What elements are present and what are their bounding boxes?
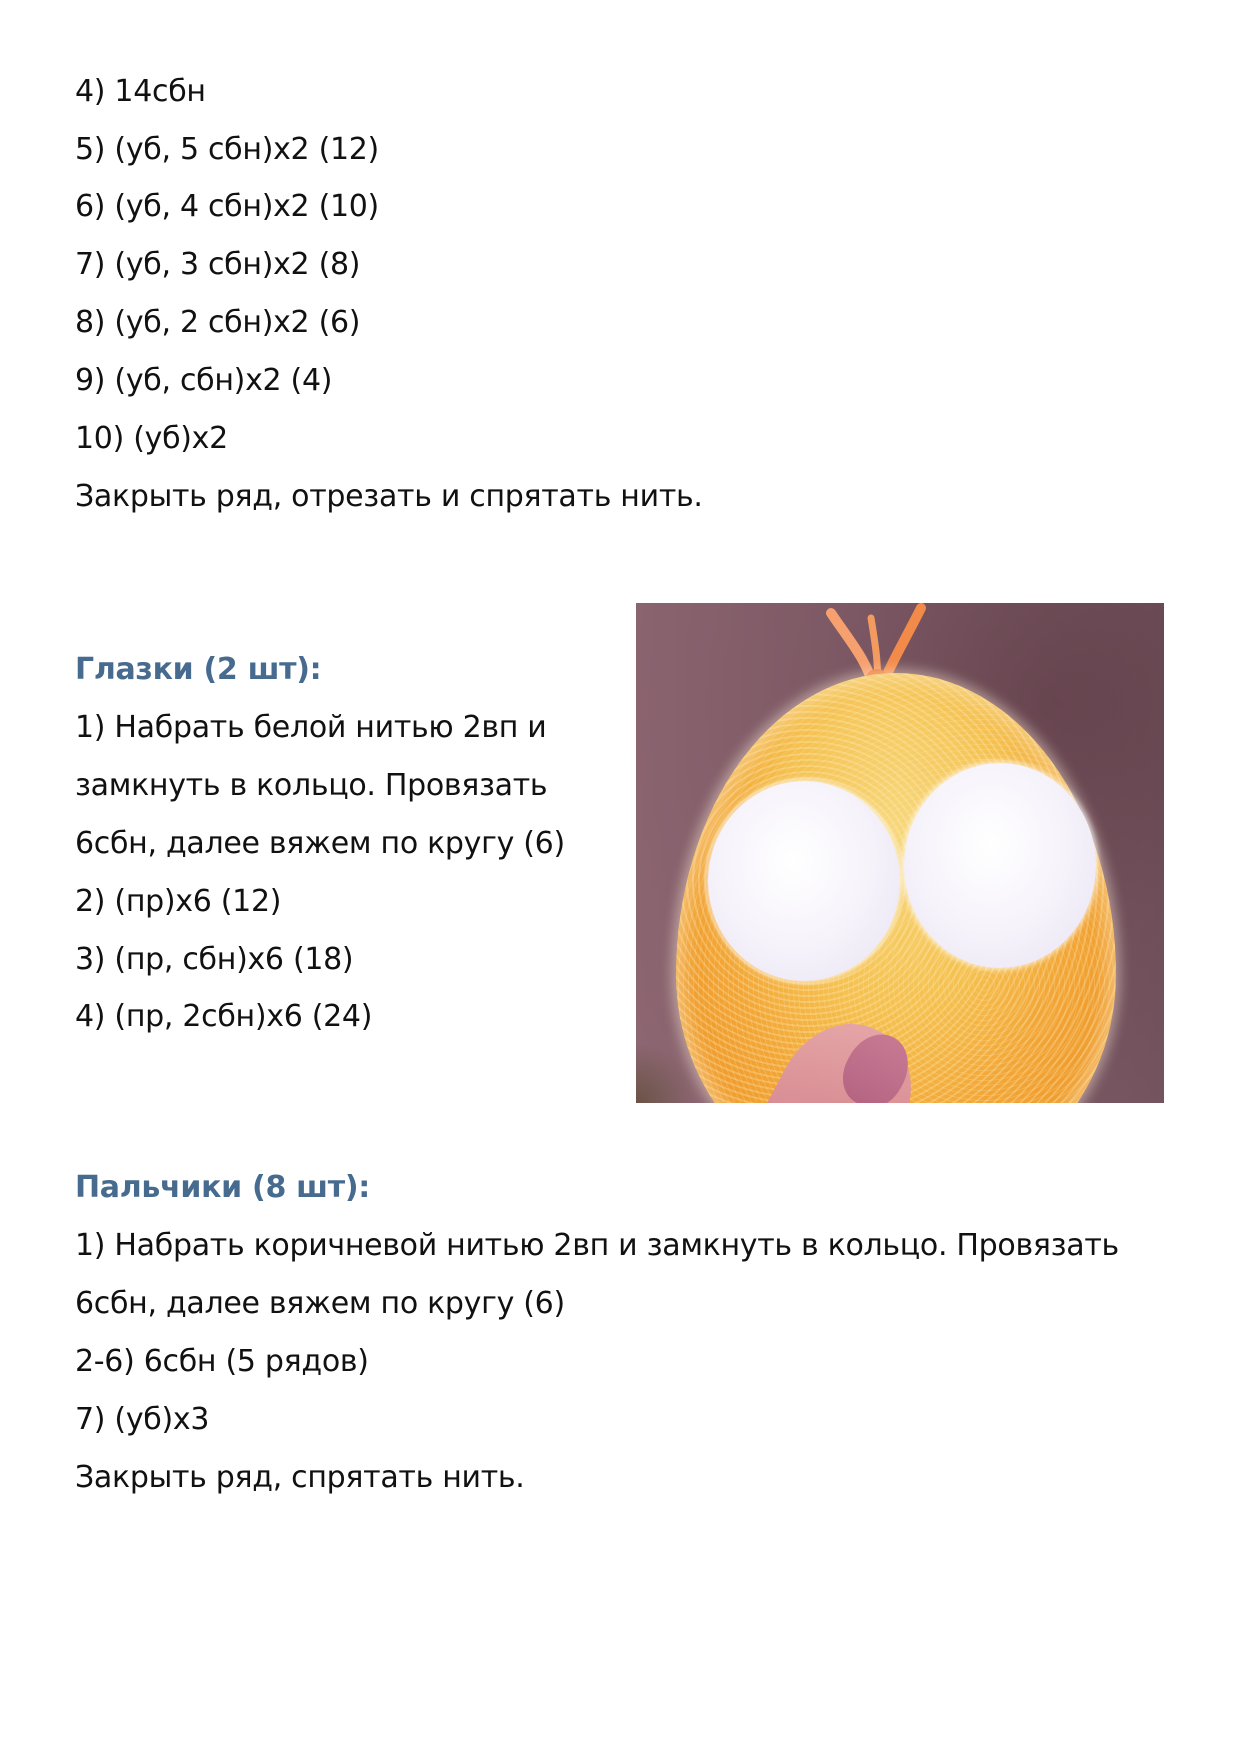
pattern-row: 2) (пр)х6 (12) [75, 884, 282, 919]
closing-instruction: Закрыть ряд, отрезать и спрятать нить. [75, 479, 703, 514]
chick-eye-left [708, 781, 900, 981]
chick-photo [636, 603, 1164, 1103]
pattern-row: 6сбн, далее вяжем по кругу (6) [75, 1286, 565, 1321]
pattern-row: 1) Набрать белой нитью 2вп и [75, 710, 547, 745]
section-heading-fingers: Пальчики (8 шт): [75, 1170, 370, 1205]
pattern-row: 10) (уб)х2 [75, 421, 228, 456]
pattern-row: 8) (уб, 2 сбн)х2 (6) [75, 305, 361, 340]
closing-instruction: Закрыть ряд, спрятать нить. [75, 1460, 525, 1495]
pattern-row: 6) (уб, 4 сбн)х2 (10) [75, 189, 379, 224]
pattern-row: 2-6) 6сбн (5 рядов) [75, 1344, 369, 1379]
pattern-row: 7) (уб)х3 [75, 1402, 210, 1437]
photo-corner-shadow [636, 1043, 696, 1103]
pattern-row: 6сбн, далее вяжем по кругу (6) [75, 826, 565, 861]
pattern-row: 4) 14сбн [75, 74, 206, 109]
pattern-row: 1) Набрать коричневой нитью 2вп и замкнуть в кольцо. Провязать [75, 1228, 1119, 1263]
pattern-row: 9) (уб, сбн)х2 (4) [75, 363, 333, 398]
section-heading-eyes: Глазки (2 шт): [75, 652, 322, 687]
chick-eye-right [904, 763, 1096, 968]
pattern-row: 5) (уб, 5 сбн)х2 (12) [75, 132, 379, 167]
pattern-row: замкнуть в кольцо. Провязать [75, 768, 548, 803]
pattern-row: 7) (уб, 3 сбн)х2 (8) [75, 247, 361, 282]
pattern-row: 4) (пр, 2сбн)х6 (24) [75, 999, 373, 1034]
pattern-row: 3) (пр, сбн)х6 (18) [75, 942, 354, 977]
